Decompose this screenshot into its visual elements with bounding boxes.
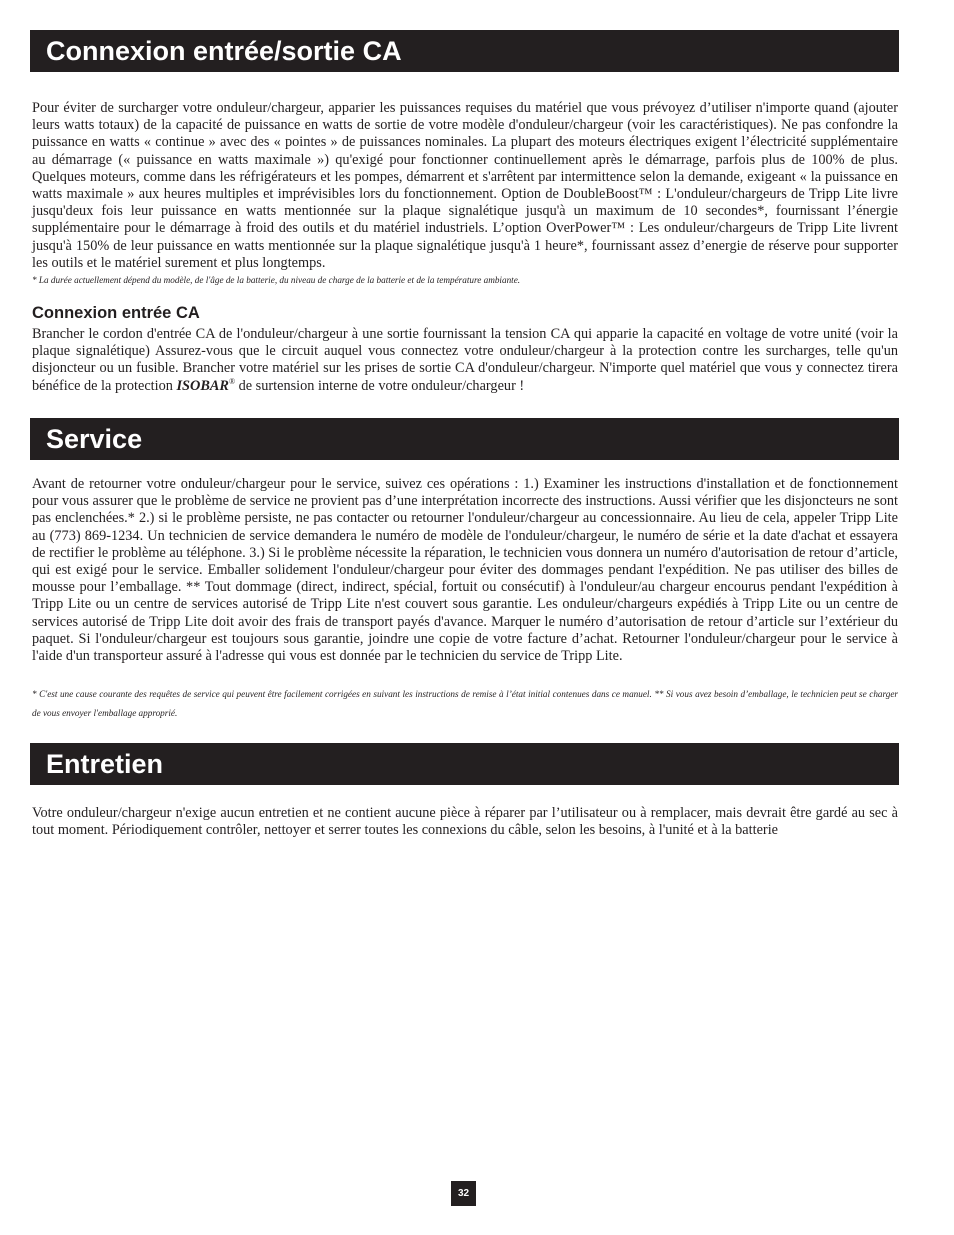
connexion-entree-text-start: Brancher le cordon d'entrée CA de l'onduleur/chargeur à une sortie fournissant la tension CA qui apparie la capacité en voltage de votre unité (voir la plaque signalétique) Assurez-vous que le circuit auquel vous connectez votre onduleur/chargeur à la protection contre les surcharges, telle qu'un disjoncteur ou un fusible. Brancher votre matériel sur les prises de sortie CA d'onduleur/chargeur. N'importe quel matériel que vous y connectez tirera bénéfice de la protection	[32, 326, 898, 394]
connexion-footnote: * La durée actuellement dépend du modèle, de l'âge de la batterie, du niveau de charge de la batterie et de la température ambiante.	[32, 275, 521, 285]
connexion-entree-paragraph	[32, 326, 898, 395]
section-title-connexion: Connexion entrée/sortie CA	[30, 30, 899, 72]
section-title-service: Service	[30, 418, 899, 460]
subheading-connexion-entree: Connexion entrée CA	[32, 304, 200, 322]
page-number: 32	[451, 1181, 476, 1206]
connexion-entree-text-end: de surtension interne de votre onduleur/chargeur !	[235, 377, 525, 394]
entretien-paragraph: Votre onduleur/chargeur n'exige aucun entretien et ne contient aucune pièce à réparer par l’utilisateur ou à remplacer, mais devrait être gardé au sec à tout moment. Périodiquement contrôler, nettoyer et serrer toutes les connexions du câble, selon les besoins, à l'unité et à la batterie	[32, 805, 898, 839]
service-footnote: * C'est une cause courante des requêtes de service qui peuvent être facilement corrigées en suivant les instructions de remise à l’état initial contenues dans ce manuel. ** Si vous avez besoin d’emballage, le technicien peut se charger de vous envoyer l'emballage approprié.	[32, 689, 898, 718]
registered-mark: ®	[228, 376, 236, 386]
service-paragraph: Avant de retourner votre onduleur/chargeur pour le service, suivez ces opérations : 1.) Examiner les instructions d'installation et de fonctionnement pour vous assurer que le problème de service ne provient pas d’une interprétation incorrecte des instructions. Aussi vérifier que les disjoncteurs ne sont pas enclenchées.* 2.) si le problème persiste, ne pas contacter ou retourner l'onduleur/chargeur au concessionnaire. Au lieu de cela, appeler Tripp Lite au (773) 869-1234. Un technicien de service demandera le numéro de modèle de l'onduleur/chargeur, le numéro de série et la date d'achat et essayera de rectifier le problème au téléphone. 3.) Si le problème nécessite la réparation, le technicien vous donnera un numéro d'autorisation de retour d’article, qui est exigé pour le service. Emballer solidement l'onduleur/chargeur pour éviter des dommages pendant l'expédition. Ne pas utiliser des billes de mousse pour l’emballage. ** Tout dommage (direct, indirect, spécial, fortuit ou consécutif) à l'onduleur/au chargeur encourus pendant l'expédition à Tripp Lite ou un centre de services autorisé de Tripp Lite n'est couvert sous garantie. Les onduleur/chargeurs expédiés à Tripp Lite ou un centre de services autorisé de Tripp Lite doit avoir des frais de transport payés d'avance. Marquer le numéro d’autorisation de retour d’article sur l’extérieur du paquet. Si l'onduleur/chargeur est toujours sous garantie, joindre une copie de votre facture d’achat. Retourner l'onduleur/chargeur pour le service à l'aide d'un transporteur assuré à l'adresse qui vous est donnée par le technicien du service de Tripp Lite.	[32, 476, 898, 665]
connexion-paragraph: Pour éviter de surcharger votre onduleur/chargeur, apparier les puissances requises du matériel que vous prévoyez d’utiliser n'importe quand (ajouter leurs watts totaux) de la capacité de puissance en watts de sortie de votre modèle d'onduleur/chargeur (voir les caractéristiques). Ne pas confondre la puissance en watts « continue » avec des « pointes » de puissances nominales. La plupart des moteurs électriques exigent l’électricité supplémentaire au démarrage (« puissance en watts maximale ») qu'exigé pour fonctionner continuellement après le démarrage, parfois plus de 100% de plus. Quelques moteurs, comme dans les réfrigérateurs et les pompes, démarrent et s'arrêtent par intermittence selon la demande, exigeant « la puissance en watts maximale » aux heures multiples et imprévisibles lors du fonctionnement. Option de DoubleBoost™ : L'onduleur/chargeurs de Tripp Lite livre jusqu'deux fois leur puissance en watts mentionnée sur la plaque signalétique jusqu'à un maximum de 10 secondes*, fournissant l’énergie supplémentaire pour le démarrage à froid des outils et du matériel industriels. L’option OverPower™ : Les onduleur/chargeurs de Tripp Lite livrent jusqu'à 150% de leur puissance en watts mentionnée sur la plaque signalétique jusqu'à 1 heure*, fournissant assez d’energie de réserve pour supporter les outils et le matériel surement et plus longtemps.	[32, 100, 898, 271]
section-title-entretien: Entretien	[30, 743, 899, 785]
isobar-brand: ISOBAR	[176, 377, 229, 394]
